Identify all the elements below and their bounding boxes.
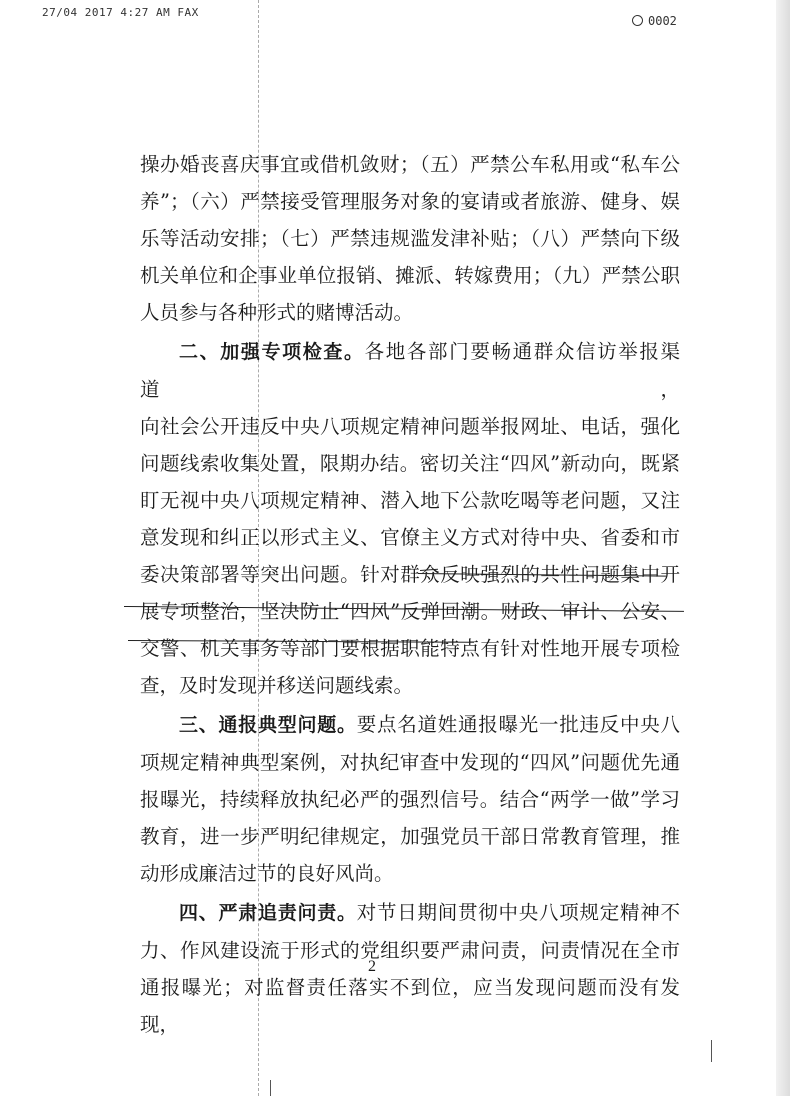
text-line: 教育，进一步严明纪律规定，加强党员干部日常教育管理，推 — [140, 825, 680, 848]
text-line: 人员参与各种形式的赌博活动。 — [140, 301, 414, 324]
text-line: 机关单位和企事业单位报销、摊派、转嫁费用；（九）严禁公职 — [140, 264, 680, 287]
text-line: 操办婚丧喜庆事宜或借机敛财；（五）严禁公车私用或“私车公 — [140, 153, 680, 176]
text-line: 交警、机关事务等部门要根据职能特点有针对性地开展专项检 — [140, 637, 680, 660]
text-line: 力、作风建设流于形式的党组织要严肃问责，问责情况在全市 — [140, 939, 680, 962]
document-body — [140, 146, 680, 1043]
text-line: 通报曝光；对监督责任落实不到位，应当发现问题而没有发现， — [140, 976, 680, 1036]
fax-circle-icon — [632, 15, 643, 26]
text-line: 向社会公开违反中央八项规定精神问题举报网址、电话，强化 — [140, 415, 680, 438]
text-line: 乐等活动安排；（七）严禁违规滥发津补贴；（八）严禁向下级 — [140, 227, 680, 250]
text-line: 委决策部署等突出问题。针对群众反映强烈的共性问题集中开 — [140, 563, 680, 586]
fax-page-number: 0002 — [648, 14, 677, 28]
text-line: 意发现和纠正以形式主义、官僚主义方式对待中央、省委和市 — [140, 526, 680, 549]
section-heading: 三、通报典型问题。 — [179, 714, 357, 736]
section-first-line — [140, 333, 680, 408]
text-line: 盯无视中央八项规定精神、潜入地下公款吃喝等老问题，又注 — [140, 489, 680, 512]
section-heading: 二、加强专项检查。 — [179, 341, 365, 363]
scan-mark — [711, 1040, 712, 1062]
text-line: 展专项整治，坚决防止“四风”反弹回潮。财政、审计、公安、 — [140, 600, 680, 623]
section-heading: 四、严肃追责问责。 — [179, 902, 357, 924]
text-line: 查，及时发现并移送问题线索。 — [140, 674, 414, 697]
text-span: 要点名道姓通报曝光一批违反中央八 — [356, 713, 680, 736]
text-span: 对节日期间贯彻中央八项规定精神不 — [356, 901, 680, 924]
page-number: 2 — [368, 958, 376, 975]
section-first-line — [140, 894, 680, 932]
text-line: 问题线索收集处置，限期办结。密切关注“四风”新动向，既紧 — [140, 452, 680, 475]
fax-header: 27/04 2017 4:27 AM FAX — [42, 6, 199, 19]
text-span: 各地各部门要畅通群众信访举报渠道， — [140, 340, 680, 401]
text-line: 动形成廉洁过节的良好风尚。 — [140, 862, 394, 885]
text-line: 报曝光，持续释放执纪必严的强烈信号。结合“两学一做”学习 — [140, 788, 680, 811]
text-line: 养”；（六）严禁接受管理服务对象的宴请或者旅游、健身、娱 — [140, 190, 680, 213]
fax-page-counter — [632, 14, 677, 28]
section-first-line — [140, 706, 680, 744]
scan-mark-bottom — [270, 1080, 271, 1096]
paper-edge-shadow — [776, 0, 790, 1096]
text-line: 项规定精神典型案例，对执纪审查中发现的“四风”问题优先通 — [140, 751, 680, 774]
